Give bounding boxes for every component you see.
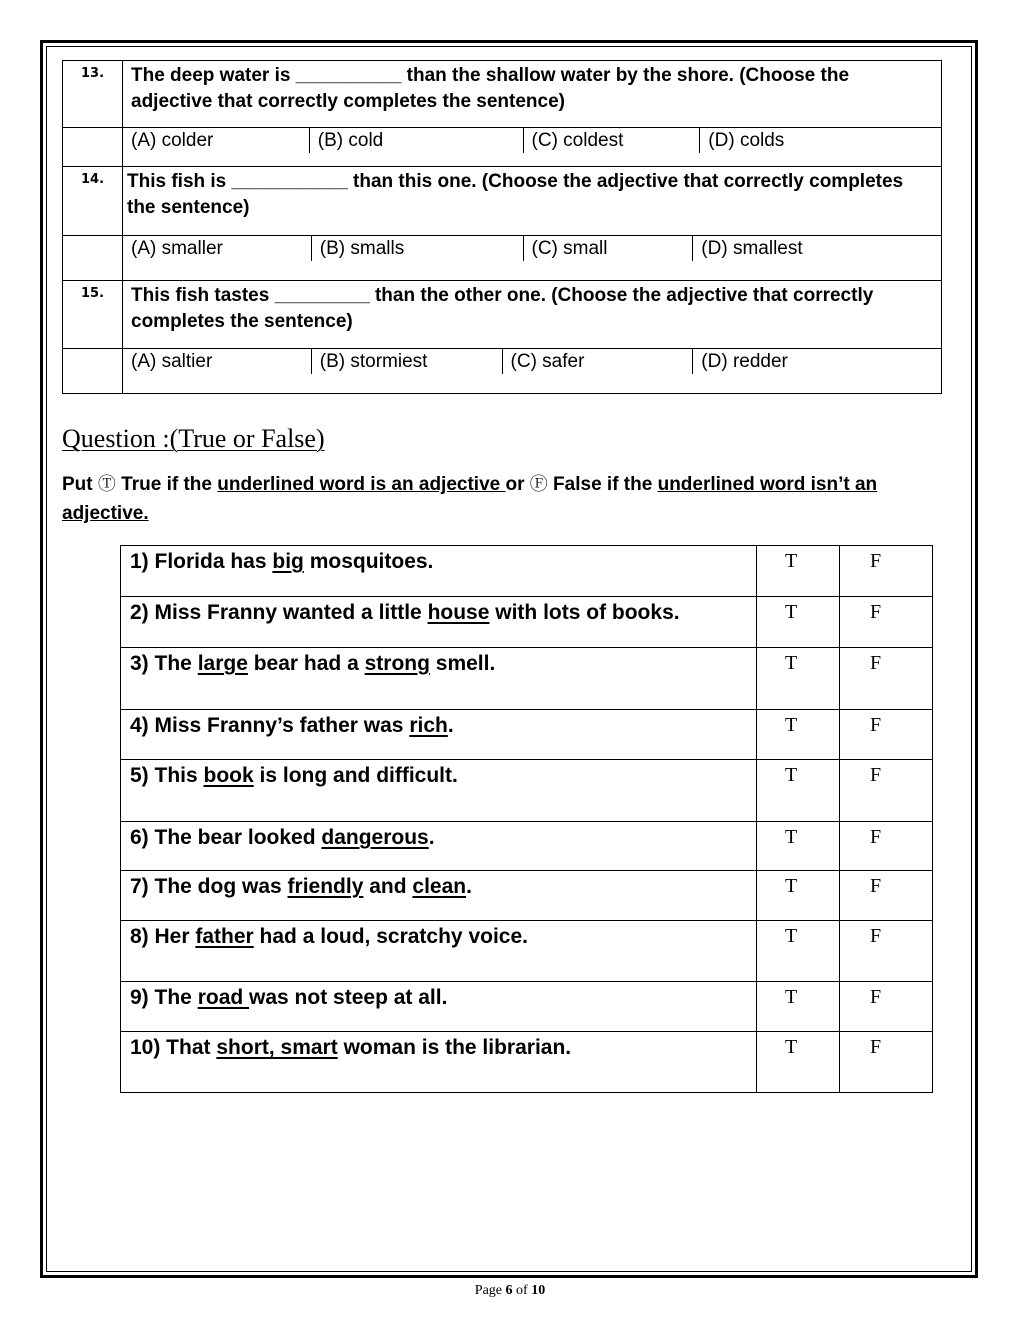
true-option[interactable]: T — [757, 871, 840, 921]
instr-underlined-1: underlined word is an adjective — [217, 474, 506, 495]
false-option[interactable]: F — [840, 822, 933, 871]
tf-statement — [121, 822, 757, 871]
instr-or: or — [505, 474, 525, 495]
instructions — [62, 470, 922, 528]
instr-underlined-2: underlined word isn’t an adjective. — [62, 474, 878, 524]
underlined-word: big — [272, 550, 304, 573]
true-option[interactable]: T — [757, 597, 840, 648]
tf-row — [121, 597, 933, 648]
false-option[interactable]: F — [840, 871, 933, 921]
option-b: (B) smalls — [312, 236, 524, 261]
tf-row — [121, 822, 933, 871]
statement-text: 6) The bear looked — [130, 826, 322, 849]
true-option[interactable]: T — [757, 710, 840, 760]
underlined-word: large — [197, 652, 248, 675]
options-row — [63, 349, 942, 394]
footer-page-total: 10 — [531, 1283, 546, 1298]
option-a: (A) colder — [123, 128, 310, 153]
option-a: (A) saltier — [123, 349, 312, 374]
underlined-word: rich — [409, 714, 448, 737]
options-row — [63, 236, 942, 281]
true-option[interactable]: T — [757, 982, 840, 1032]
statement-text: is long and difficult. — [253, 764, 458, 787]
tf-row — [121, 982, 933, 1032]
false-option[interactable]: F — [840, 921, 933, 982]
true-false-table — [120, 545, 933, 1093]
statement-text: with lots of books. — [489, 601, 680, 624]
options-spacer — [63, 236, 123, 281]
false-option[interactable]: F — [840, 710, 933, 760]
false-option[interactable]: F — [840, 648, 933, 710]
instr-false-text: False if the — [547, 474, 658, 495]
true-option[interactable]: T — [757, 546, 840, 597]
option-c: (C) coldest — [524, 128, 701, 153]
false-option[interactable]: F — [840, 1032, 933, 1093]
option-b: (B) stormiest — [312, 349, 503, 374]
page-footer — [0, 1283, 1020, 1299]
tf-statement — [121, 648, 757, 710]
statement-text: 7) The dog was — [130, 875, 288, 898]
statement-text: 1) Florida has — [130, 550, 273, 573]
tf-statement — [121, 921, 757, 982]
false-option[interactable]: F — [840, 982, 933, 1032]
option-a: (A) smaller — [123, 236, 312, 261]
statement-text: smell. — [429, 652, 496, 675]
tf-statement — [121, 760, 757, 822]
tf-row — [121, 760, 933, 822]
statement-text: was not steep at all. — [249, 986, 448, 1009]
section-title: Question :(True or False) — [62, 424, 325, 453]
statement-text: . — [466, 875, 472, 898]
instr-true-text: True if the — [115, 474, 218, 495]
question-number: 13. — [63, 61, 123, 128]
statement-text: 8) Her — [130, 925, 196, 948]
option-c: (C) safer — [503, 349, 694, 374]
underlined-word: father — [195, 925, 254, 948]
question-row — [63, 61, 942, 128]
false-option[interactable]: F — [840, 760, 933, 822]
statement-text: woman is the librarian. — [337, 1036, 572, 1059]
question-text: This fish is ___________ than this one. (Choose the adjective that correctly completes the sentence) — [123, 167, 942, 236]
option-d: (D) colds — [708, 130, 785, 151]
statement-text: . — [428, 826, 435, 849]
statement-text: bear had a — [247, 652, 365, 675]
statement-text: 10) That — [130, 1036, 217, 1059]
option-d: (D) smallest — [701, 238, 803, 259]
question-row — [63, 281, 942, 349]
underlined-word: house — [427, 601, 490, 624]
underlined-word: dangerous — [321, 826, 429, 849]
mcq-table — [62, 60, 942, 394]
tf-statement — [121, 871, 757, 921]
underlined-word: short, smart — [216, 1036, 338, 1059]
tf-statement — [121, 1032, 757, 1093]
statement-text: 5) This — [130, 764, 204, 787]
statement-text: mosquitoes. — [303, 550, 434, 573]
true-option[interactable]: T — [757, 760, 840, 822]
statement-text: 3) The — [130, 652, 198, 675]
footer-page-number: 6 — [505, 1283, 513, 1298]
tf-row — [121, 921, 933, 982]
circled-f-icon: Ⓕ — [529, 474, 548, 495]
statement-text: 2) Miss Franny wanted a little — [130, 601, 428, 624]
underlined-word: road — [197, 986, 250, 1009]
option-b: (B) cold — [310, 128, 524, 153]
tf-statement — [121, 546, 757, 597]
statement-text: had a loud, scratchy voice. — [253, 925, 528, 948]
options-spacer — [63, 349, 123, 394]
statement-text: 4) Miss Franny’s father was — [130, 714, 410, 737]
question-row — [63, 167, 942, 236]
tf-row — [121, 1032, 933, 1093]
options-spacer — [63, 128, 123, 167]
underlined-word: clean — [412, 875, 467, 898]
tf-row — [121, 546, 933, 597]
question-number: 15. — [63, 281, 123, 349]
true-option[interactable]: T — [757, 1032, 840, 1093]
tf-row — [121, 648, 933, 710]
tf-row — [121, 871, 933, 921]
footer-page-label: Page — [474, 1283, 503, 1298]
false-option[interactable]: F — [840, 546, 933, 597]
options-row — [63, 128, 942, 167]
true-option[interactable]: T — [757, 921, 840, 982]
true-option[interactable]: T — [757, 822, 840, 871]
question-text: This fish tastes _________ than the other one. (Choose the adjective that correctly completes the sentence) — [123, 281, 942, 349]
statement-text: and — [363, 875, 413, 898]
footer-of: of — [516, 1283, 528, 1298]
underlined-word: strong — [364, 652, 430, 675]
tf-statement — [121, 597, 757, 648]
underlined-word: friendly — [287, 875, 364, 898]
question-number: 14. — [63, 167, 123, 236]
underlined-word: book — [203, 764, 254, 787]
tf-statement — [121, 710, 757, 760]
true-option[interactable]: T — [757, 648, 840, 710]
false-option[interactable]: F — [840, 597, 933, 648]
tf-row — [121, 710, 933, 760]
statement-text: 9) The — [130, 986, 198, 1009]
question-text: The deep water is __________ than the shallow water by the shore. (Choose the adjective that correctly completes the sentence) — [123, 61, 942, 128]
instr-put: Put — [62, 474, 93, 495]
option-c: (C) small — [524, 236, 694, 261]
statement-text: . — [447, 714, 454, 737]
option-d: (D) redder — [701, 351, 788, 372]
tf-statement — [121, 982, 757, 1032]
circled-t-icon: Ⓣ — [97, 474, 116, 495]
